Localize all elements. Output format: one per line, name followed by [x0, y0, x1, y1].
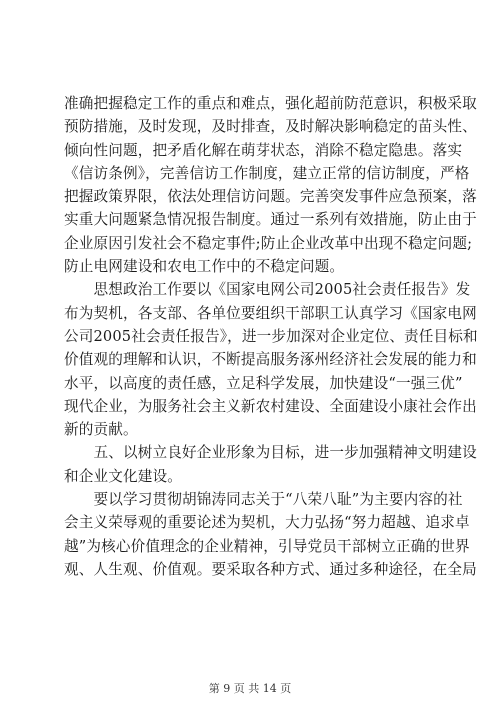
section-heading-five [64, 441, 477, 488]
text-line: 把握政策界限，依法处理信访问题。完善突发事件应急预案，落 [64, 188, 477, 206]
text-line: 新的贡献。 [64, 421, 138, 439]
text-line: 公司2005社会责任报告》，进一步加深对企业定位、责任目标和 [64, 327, 478, 345]
text-line: 五、以树立良好企业形象为目标，进一步加强精神文明建设 [64, 444, 477, 462]
text-line: 价值观的理解和认识，不断提高服务涿州经济社会发展的能力和 [64, 351, 477, 369]
text-line: 预防措施，及时发现，及时排查，及时解决影响稳定的苗头性、 [64, 118, 477, 136]
text-line: 防止电网建设和农电工作中的不稳定问题。 [64, 258, 345, 276]
paragraph-political-work [64, 278, 478, 441]
text-line: 观、人生观、价值观。要采取各种方式、通过多种途径，在全局 [64, 560, 477, 578]
text-line: 实重大问题紧急情况报告制度。通过一系列有效措施，防止由于 [64, 211, 477, 229]
page-number-label: 第 9 页 共 14 页 [208, 682, 292, 695]
text-line: 要以学习贯彻胡锦涛同志关于“八荣八耻”为主要内容的社 [64, 491, 463, 509]
text-line: 现代企业，为服务社会主义新农村建设、全面建设小康社会作出 [64, 397, 477, 415]
text-line: 和企业文化建设。 [64, 467, 182, 485]
text-line: 企业原因引发社会不稳定事件;防止企业改革中出现不稳定问题; [64, 234, 473, 252]
page-footer [0, 680, 500, 696]
paragraph-stability-work [64, 92, 477, 278]
text-line: 《信访条例》，完善信访工作制度，建立正常的信访制度，严格 [64, 164, 470, 182]
text-line: 越”为核心价值理念的企业精神，引导党员干部树立正确的世界 [64, 537, 470, 555]
text-line: 倾向性问题，把矛盾化解在萌芽状态，消除不稳定隐患。落实 [64, 141, 463, 159]
paragraph-honor-concept [64, 488, 477, 581]
text-line: 会主义荣辱观的重要论述为契机，大力弘扬“努力超越、追求卓 [64, 514, 470, 532]
text-line: 思想政治工作要以《国家电网公司2005社会责任报告》发 [64, 281, 471, 299]
text-line: 准确把握稳定工作的重点和难点，强化超前防范意识，积极采取 [64, 95, 477, 112]
document-body [64, 92, 478, 581]
text-line: 水平，以高度的责任感，立足科学发展，加快建设“一强三优” [64, 374, 463, 392]
text-line: 布为契机，各支部、各单位要组织干部职工认真学习《国家电网 [64, 304, 477, 322]
